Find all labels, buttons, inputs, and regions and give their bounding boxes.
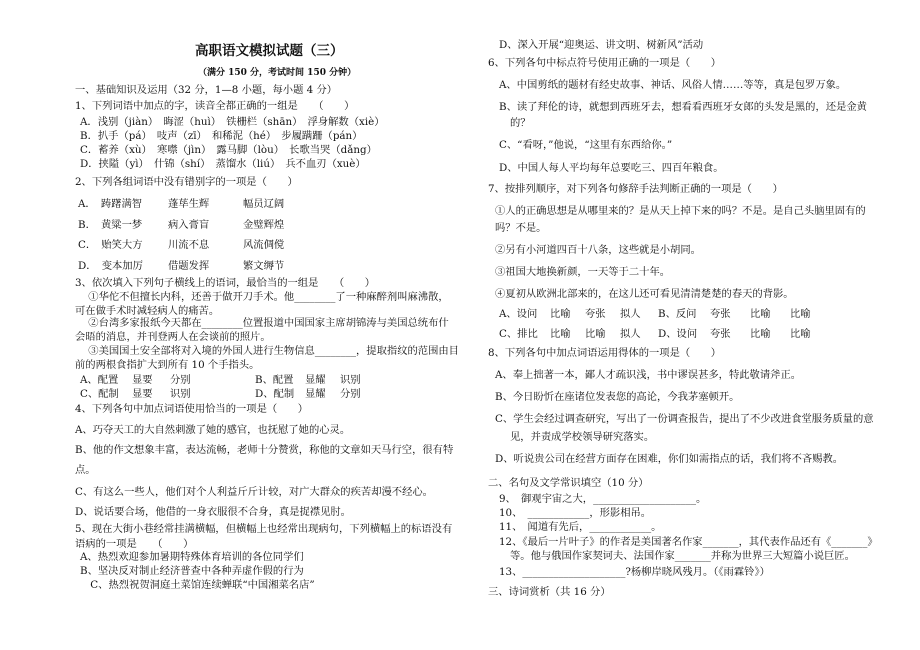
left-line-24: C、热烈祝贺洞庭土菜馆连续蝉联“中国湘菜名店” (80, 579, 315, 591)
q3-option: 分别 (170, 374, 191, 386)
q3-option: 识别 (340, 374, 361, 386)
left-line-7: 3、依次填入下列句子横线上的语词，最恰当的一组是 （ ） (75, 277, 376, 289)
q3-option: C、配制 (80, 388, 119, 400)
left-line-5: D．挟隘（yì） 什锦（shí） 蒸馏水（liú） 兵不血刃（xuè） (80, 158, 366, 170)
left-line-10: ②台湾多家报纸今天都在________位置报道中国国家主席胡锦涛与美国总统布什 (78, 317, 449, 329)
right-line-6: D、中国人每人平均每年总要吃三、四百年粮食。 (499, 162, 724, 174)
right-line-15: B、今日盼忻在座诸位发表您的高论，今我茅塞顿开。 (495, 391, 740, 403)
q2-option: 蓬荜生辉 (168, 198, 210, 210)
right-line-4: 的？ (510, 117, 531, 129)
q2-option: 川流不息 (168, 239, 210, 251)
q7-option: 比喻 (750, 328, 771, 340)
left-line-23: B、坚决反对制止经济普查中各种弄虚作假的行为 (80, 565, 304, 577)
left-line-17: 点。 (75, 464, 96, 476)
left-line-22: A、热烈欢迎参加暑期特殊体育培训的各位同学们 (80, 551, 304, 563)
left-line-15: A、巧夺天工的大自然刺激了她的感官，也抚慰了她的心灵。 (75, 424, 351, 436)
left-line-6: 2、下列各组词语中没有错别字的一项是（ ） (75, 176, 298, 188)
q7-option: 比喻 (750, 308, 771, 320)
right-line-19: 二、名句及文学常识填空（10 分） (488, 477, 649, 489)
left-line-19: D、说话要合场，他借的一身衣服很不合身，真是捉襟见肘。 (75, 506, 351, 518)
left-line-9: 可在做手术时减轻病人的痛苦。 (75, 305, 220, 317)
left-line-11: 会晤的消息，并刊登两人在会谈前的照片。 (75, 331, 271, 343)
q3-option: B、配置 (255, 374, 294, 386)
left-line-4: C．蓄养（xù） 寒噤（jìn） 露马脚（lòu） 长歌当哭（dǎng） (80, 144, 377, 156)
right-line-11: ③祖国大地换新颜，一天等于二十年。 (495, 266, 671, 278)
q2-option: 风流倜傥 (243, 239, 285, 251)
q7-option: 拟人 (620, 328, 641, 340)
right-line-10: ②另有小河道四百十八条，这些就是小胡同。 (495, 244, 701, 256)
right-line-1: 6、下列各句中标点符号使用正确的一项是（ ） (488, 57, 722, 69)
q2-option: D． 变本加厉 (78, 260, 143, 272)
right-line-8: ①人的正确思想是从哪里来的？是从天上掉下来的吗？不是。是自己头脑里固有的 (495, 205, 866, 217)
right-line-13: 8、下列各句中加点词语运用得体的一项是（ ） (488, 347, 722, 359)
q3-option: D、配制 (255, 388, 295, 400)
q2-option: 繁文缛节 (243, 260, 285, 272)
right-line-12: ④夏初从欧洲北部来的，在这儿还可看见清清楚楚的春天的背影。 (495, 288, 794, 300)
left-line-1: 1、下列词语中加点的字，读音全都正确的一组是 （ ） (75, 100, 355, 112)
right-line-0: D、深入开展“迎奥运、讲文明、树新风”活动 (499, 39, 704, 51)
q7-option: 夸张 (585, 308, 606, 320)
left-line-14: 4、下列各句中加点词语使用恰当的一项是（ ） (75, 403, 309, 415)
right-line-9: 吗？不是。 (495, 222, 547, 234)
left-line-16: B、他的作文想象丰富，表达流畅，老师十分赞赏，称他的文章如天马行空，很有特 (75, 444, 454, 456)
q3-option: 显要 (132, 388, 153, 400)
right-line-25: 13、____________________?杨柳岸晓风残月。（《雨霖铃》） (499, 566, 770, 578)
q7-option: 比喻 (550, 328, 571, 340)
left-line-12: ③美国国土安全部将对入境的外国人进行生物信息________，提取指纹的范围由目 (78, 345, 459, 357)
q2-option: C． 贻笑大方 (78, 239, 143, 251)
q7-option: 比喻 (585, 328, 606, 340)
right-line-18: D、听说贵公司在经营方面存在困难，你们如需指点的话，我们将不吝赐教。 (495, 453, 844, 465)
q3-option: 显耀 (305, 388, 326, 400)
q2-option: 金璧辉煌 (243, 219, 285, 231)
exam-title: 高职语文模拟试题（三） (195, 43, 344, 59)
left-line-21: 语病的一项是 （ ） (75, 538, 194, 550)
q7-option: C、排比 (499, 328, 538, 340)
left-line-8: ①华佗不但擅长内科，还善于做开刀手术。他________了一种麻醉剂叫麻沸散， (78, 291, 449, 303)
q7-option: 夸张 (710, 328, 731, 340)
left-line-20: 5、现在大街小巷经常挂满横幅，但横幅上也经常出现病句，下列横幅上的标语没有 (75, 523, 453, 535)
q7-option: 比喻 (790, 328, 811, 340)
left-line-2: A．浅别（jiàn） 晦涩（huì） 铁栅栏（shān） 浮身解数（xiè） (80, 116, 385, 128)
q7-option: B、反问 (658, 308, 697, 320)
right-line-2: A、中国剪纸的题材有经史故事、神话、风俗人情……等等，真是包罗万象。 (499, 79, 847, 91)
q3-option: 显要 (132, 374, 153, 386)
right-line-20: 9、 御观宇宙之大，____________________。 (499, 493, 707, 505)
right-line-16: C、学生会经过调查研究，写出了一份调查报告，提出了不少改进食堂服务质量的意 (495, 413, 874, 425)
q3-option: A、配置 (80, 374, 119, 386)
right-line-21: 10、 ____________，形影相吊。 (499, 507, 652, 519)
left-line-3: B．扒手（pá） 吱声（zī） 和稀泥（hé） 步履蹒跚（pán） (80, 130, 363, 142)
q3-option: 识别 (170, 388, 191, 400)
right-line-22: 11、 闻道有先后，____________。 (499, 521, 662, 533)
right-line-23: 12、《最后一片叶子》的作者是美国著名作家_______，其代表作品还有《_______》 (499, 536, 878, 548)
q7-option: D、设问 (658, 328, 698, 340)
q2-option: A． 踌躇满智 (78, 198, 143, 210)
q2-option: 幅员辽阔 (243, 198, 285, 210)
q7-option: 拟人 (620, 308, 641, 320)
q7-option: 比喻 (790, 308, 811, 320)
right-line-7: 7、按排列顺序，对下列各句修辞手法判断正确的一项是（ ） (488, 183, 783, 195)
q7-option: 比喻 (550, 308, 571, 320)
right-line-26: 三、诗词赏析（共 16 分） (488, 586, 611, 598)
q7-option: 夸张 (710, 308, 731, 320)
left-line-0: 一、基础知识及运用（32 分，1—8 小题，每小题 4 分） (75, 84, 338, 96)
right-line-3: B、读了拜伦的诗，就想到西班牙去，想看看西班牙女郎的头发是黑的，还是金黄 (499, 101, 867, 113)
q7-option: A、设问 (499, 308, 538, 320)
q3-option: 分别 (340, 388, 361, 400)
q2-option: 病入膏盲 (168, 219, 210, 231)
right-line-14: A、奉上拙著一本，鄙人才疏识浅，书中谬误甚多，特此敬请斧正。 (495, 369, 802, 381)
right-line-17: 见，并责成学校领导研究落实。 (510, 431, 655, 443)
q2-option: B． 黄粱一梦 (78, 219, 143, 231)
left-line-13: 前的两根食指扩大到所有 10 个手指头。 (75, 359, 260, 371)
left-line-18: C、有这么一些人，他们对个人利益斤斤计较，对广大群众的疾苦却漫不经心。 (75, 486, 433, 498)
exam-subtitle: （满分 150 分，考试时间 150 分钟） (198, 68, 357, 78)
q3-option: 显耀 (305, 374, 326, 386)
right-line-5: C、“看呀，”他说，“这里有东西给你。” (499, 139, 673, 151)
q2-option: 借题发挥 (168, 260, 210, 272)
right-line-24: 等。他与俄国作家契诃夫、法国作家_______并称为世界三大短篇小说巨匠。 (510, 550, 855, 562)
